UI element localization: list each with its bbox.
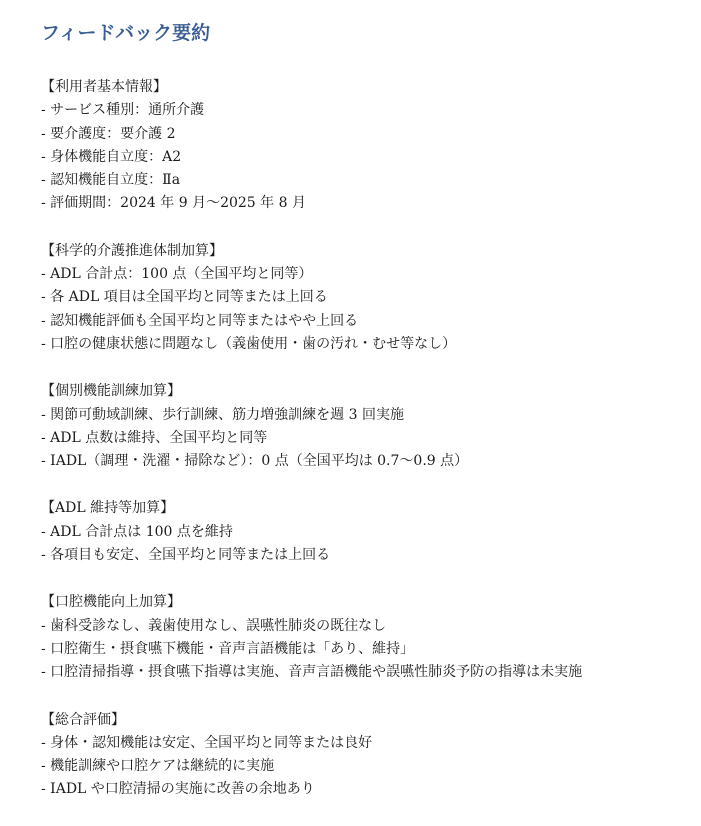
section-heading: 【個別機能訓練加算】 <box>41 383 181 400</box>
section-overall-evaluation <box>41 709 691 802</box>
page-title: フィードバック要約 <box>41 22 211 44</box>
section-individual-training <box>41 380 691 473</box>
list-item: - ADL 点数は維持、全国平均と同等 <box>41 429 268 446</box>
section-scientific-care <box>41 240 691 356</box>
section-heading: 【ADL 維持等加算】 <box>41 500 175 517</box>
section-oral-function <box>41 591 691 684</box>
list-item: - 関節可動域訓練、歩行訓練、筋力増強訓練を週 3 回実施 <box>41 406 404 423</box>
list-item: - 各 ADL 項目は全国平均と同等または上回る <box>41 289 328 306</box>
section-adl-maintenance <box>41 497 691 567</box>
list-item: - 認知機能評価も全国平均と同等またはやや上回る <box>41 312 359 329</box>
list-item: - 口腔衛生・摂食嚥下機能・音声言語機能は「あり、維持」 <box>41 640 415 657</box>
list-item: - 口腔清掃指導・摂食嚥下指導は実施、音声言語機能や誤嚥性肺炎予防の指導は未実施 <box>41 664 583 681</box>
list-item: - 身体機能自立度：A2 <box>41 148 182 165</box>
list-item: - 歯科受診なし、義歯使用なし、誤嚥性肺炎の既往なし <box>41 617 387 634</box>
list-item: - 口腔の健康状態に問題なし（義歯使用・歯の汚れ・むせ等なし） <box>41 335 457 352</box>
list-item: - ADL 合計点は 100 点を維持 <box>41 523 233 540</box>
section-heading: 【利用者基本情報】 <box>41 79 167 95</box>
section-heading: 【口腔機能向上加算】 <box>41 594 181 611</box>
feedback-summary-document <box>41 18 691 826</box>
list-item: - 評価期間：2024 年 9 月～2025 年 8 月 <box>41 195 306 212</box>
list-item: - ADL 合計点：100 点（全国平均と同等） <box>41 266 313 283</box>
list-item: - 認知機能自立度：Ⅱa <box>41 172 181 189</box>
section-heading: 【総合評価】 <box>41 711 125 728</box>
list-item: - 機能訓練や口腔ケアは継続的に実施 <box>41 758 275 775</box>
section-user-basic-info <box>41 76 691 216</box>
list-item: - 要介護度：要介護 2 <box>41 125 176 142</box>
list-item: - サービス種別：通所介護 <box>41 102 205 119</box>
list-item: - IADL（調理・洗濯・掃除など）：0 点（全国平均は 0.7～0.9 点） <box>41 453 469 470</box>
list-item: - IADL や口腔清掃の実施に改善の余地あり <box>41 781 315 798</box>
list-item: - 各項目も安定、全国平均と同等または上回る <box>41 547 331 564</box>
section-heading: 【科学的介護推進体制加算】 <box>41 242 223 259</box>
list-item: - 身体・認知機能は安定、全国平均と同等または良好 <box>41 734 373 751</box>
